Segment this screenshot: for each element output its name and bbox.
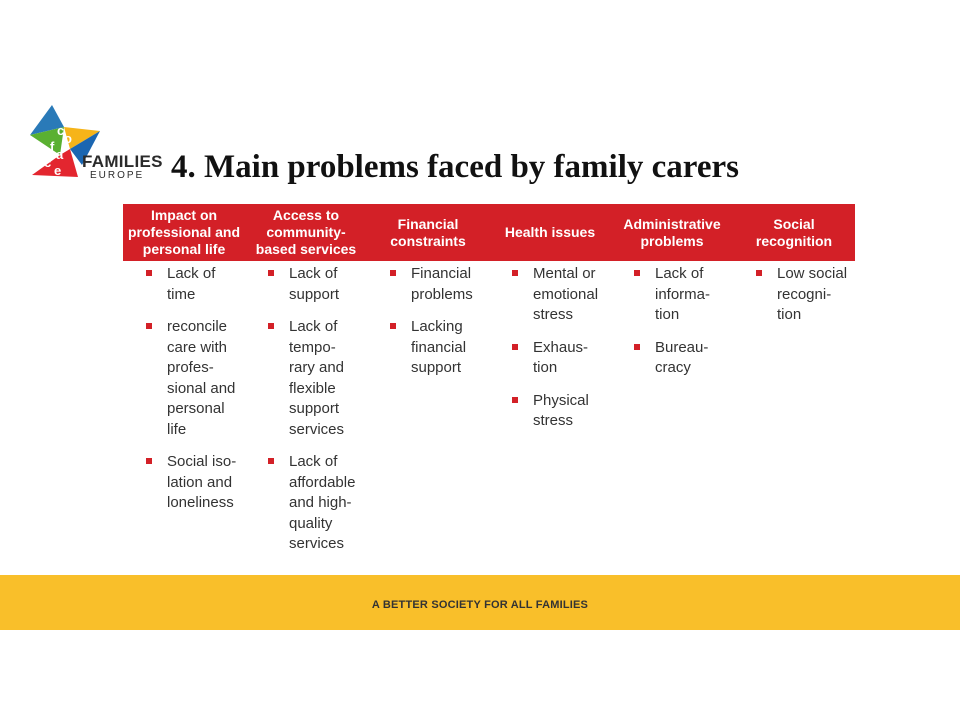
- bullet-icon: [146, 270, 152, 276]
- column-heading: Impact on professional and personal life: [127, 207, 241, 257]
- logo-letter: a: [56, 147, 64, 162]
- footer-tagline: A BETTER SOCIETY FOR ALL FAMILIES: [371, 598, 589, 611]
- bullet-icon: [634, 270, 640, 276]
- bullet-icon: [512, 344, 518, 350]
- list-item: Low social recogni- tion: [755, 264, 855, 326]
- footer-band: [0, 575, 960, 630]
- list-item: Lack of support: [267, 264, 367, 305]
- bullet-icon: [512, 397, 518, 403]
- column-access: [245, 264, 367, 567]
- list-item: Lacking financial support: [389, 317, 489, 379]
- bullet-icon: [146, 323, 152, 329]
- column-health: [489, 264, 611, 567]
- column-heading: Social recognition: [755, 215, 833, 249]
- logo-letter: c: [57, 123, 65, 138]
- table-header: [123, 204, 855, 261]
- slide-title: 4. Main problems faced by family carers: [171, 149, 739, 185]
- bullet-icon: [512, 270, 518, 276]
- list-item: Physical stress: [511, 391, 611, 432]
- list-item: Mental or emotional stress: [511, 264, 611, 326]
- logo-families-text: FAMILIES: [82, 152, 163, 171]
- list-item: Exhaus- tion: [511, 338, 611, 379]
- logo-letter: c: [44, 155, 52, 170]
- logo-letter: o: [64, 131, 72, 146]
- bullet-icon: [634, 344, 640, 350]
- list-item: Social iso- lation and loneliness: [145, 452, 245, 514]
- column-administrative: [611, 264, 733, 567]
- bullet-icon: [390, 270, 396, 276]
- list-item: Lack of informa- tion: [633, 264, 733, 326]
- list-item: Financial problems: [389, 264, 489, 305]
- column-heading: Access to community- based services: [255, 207, 357, 257]
- bullet-icon: [390, 323, 396, 329]
- list-item: Bureau- cracy: [633, 338, 733, 379]
- column-impact: [123, 264, 245, 567]
- logo-europe-text: EUROPE: [90, 170, 145, 181]
- bullet-icon: [756, 270, 762, 276]
- bullet-icon: [146, 458, 152, 464]
- column-financial: [367, 264, 489, 567]
- logo-letter: e: [54, 163, 62, 178]
- bullet-icon: [268, 270, 274, 276]
- column-heading: Administrative problems: [623, 215, 721, 249]
- table-columns: [123, 264, 855, 567]
- column-heading: Health issues: [504, 224, 596, 240]
- list-item: Lack of affordable and high- quality services: [267, 452, 367, 555]
- column-social: [733, 264, 855, 567]
- list-item: reconcile care with profes- sional and personal life: [145, 317, 245, 440]
- bullet-icon: [268, 323, 274, 329]
- logo-letter: f: [50, 139, 55, 154]
- bullet-icon: [268, 458, 274, 464]
- column-heading: Financial constraints: [390, 215, 466, 249]
- list-item: Lack of time: [145, 264, 245, 305]
- list-item: Lack of tempo- rary and flexible support services: [267, 317, 367, 440]
